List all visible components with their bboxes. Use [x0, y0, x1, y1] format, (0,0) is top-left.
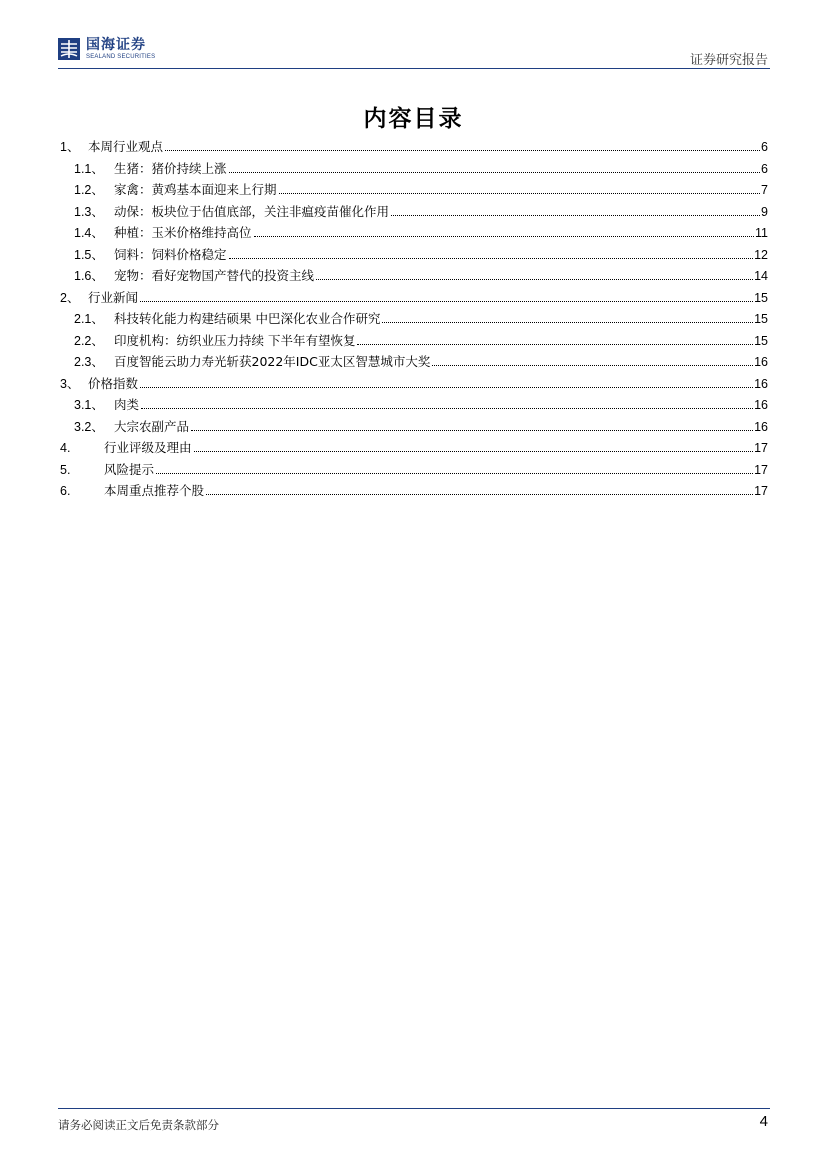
toc-entry-page: 15: [754, 333, 768, 348]
toc-entry[interactable]: [60, 395, 768, 417]
toc-entry-title: 种植：玉米价格维持高位: [114, 225, 252, 240]
toc-entry-title: 本周重点推荐个股: [104, 483, 205, 498]
toc-entry[interactable]: [60, 438, 768, 460]
toc-dot-leader: [357, 344, 753, 345]
toc-entry-page: 16: [754, 376, 768, 391]
toc-entry-number: 2、: [60, 290, 80, 305]
toc-entry-title: 家禽：黄鸡基本面迎来上行期: [114, 182, 277, 197]
toc-entry-number: 4.: [60, 441, 71, 455]
toc-entry-title: 行业新闻: [88, 289, 139, 305]
toc-dot-leader: [254, 236, 755, 237]
toc-entry[interactable]: [60, 223, 768, 245]
toc-title: 内容目录: [363, 106, 464, 132]
toc-entry-page: 16: [754, 398, 768, 412]
toc-entry-number: 6.: [60, 484, 71, 498]
toc-entry[interactable]: [60, 374, 768, 396]
logo-english-name: SEALAND SECURITIES: [86, 54, 156, 60]
toc-entry-title: 肉类: [114, 397, 140, 412]
table-of-contents: [60, 137, 768, 503]
toc-entry[interactable]: [60, 481, 768, 503]
toc-dot-leader: [382, 322, 753, 323]
sealand-logo-icon: [58, 38, 80, 60]
toc-dot-leader: [229, 172, 761, 173]
toc-entry-number: 2.2、: [74, 333, 104, 348]
toc-entry-number: 1、: [60, 140, 80, 154]
toc-entry-number: 1.4、: [74, 226, 104, 240]
toc-dot-leader: [140, 387, 753, 388]
toc-dot-leader: [316, 279, 753, 280]
toc-entry-page: 17: [754, 462, 768, 477]
toc-entry[interactable]: [60, 180, 768, 202]
toc-entry-number: 1.6、: [74, 269, 104, 283]
toc-entry-title: 风险提示: [104, 461, 155, 477]
toc-entry[interactable]: [60, 460, 768, 482]
toc-dot-leader: [140, 301, 753, 302]
toc-entry-page: 17: [754, 441, 768, 455]
toc-entry[interactable]: [60, 288, 768, 310]
toc-entry-page: 6: [761, 140, 768, 154]
toc-dot-leader: [141, 408, 753, 409]
toc-dot-leader: [194, 451, 754, 452]
toc-entry-number: 1.5、: [74, 247, 104, 262]
toc-entry[interactable]: [60, 417, 768, 439]
toc-entry-page: 16: [754, 419, 768, 434]
toc-entry-title: 科技转化能力构建结硕果 中巴深化农业合作研究: [114, 311, 381, 326]
toc-entry[interactable]: [60, 352, 768, 374]
toc-entry-number: 3.1、: [74, 398, 104, 412]
toc-entry-number: 1.1、: [74, 161, 104, 176]
toc-entry-number: 2.1、: [74, 312, 104, 326]
toc-entry-title: 印度机构：纺织业压力持续 下半年有望恢复: [114, 332, 356, 348]
toc-dot-leader: [156, 473, 753, 474]
toc-entry-title: 饲料：饲料价格稳定: [114, 246, 227, 262]
report-type-label: 证券研究报告: [689, 53, 768, 68]
toc-entry-page: 12: [754, 247, 768, 262]
page-number: 4: [759, 1113, 768, 1130]
page-header: [58, 36, 770, 69]
toc-entry-page: 15: [754, 290, 768, 305]
toc-entry-page: 7: [761, 183, 768, 197]
toc-entry[interactable]: [60, 331, 768, 353]
toc-entry-title: 大宗农副产品: [114, 418, 190, 434]
toc-entry-title: 价格指数: [88, 375, 139, 391]
toc-entry-number: 3、: [60, 376, 80, 391]
toc-entry-number: 5.: [60, 462, 71, 477]
toc-entry-title: 行业评级及理由: [104, 440, 192, 455]
toc-dot-leader: [391, 215, 760, 216]
toc-entry[interactable]: [60, 202, 768, 224]
toc-entry-page: 11: [755, 226, 768, 240]
toc-entry-page: 16: [754, 355, 768, 369]
toc-entry[interactable]: [60, 159, 768, 181]
toc-entry-page: 9: [761, 204, 768, 219]
toc-dot-leader: [432, 365, 753, 366]
toc-entry-number: 2.3、: [74, 355, 104, 369]
toc-dot-leader: [165, 150, 760, 151]
toc-entry-number: 3.2、: [74, 419, 104, 434]
toc-entry[interactable]: [60, 245, 768, 267]
toc-entry-title: 生猪：猪价持续上涨: [114, 160, 227, 176]
toc-entry-number: 1.3、: [74, 204, 104, 219]
toc-entry-number: 1.2、: [74, 183, 104, 197]
toc-entry-page: 6: [761, 161, 768, 176]
disclaimer-text: 请务必阅读正文后免责条款部分: [58, 1118, 219, 1132]
toc-entry[interactable]: [60, 309, 768, 331]
toc-dot-leader: [191, 430, 753, 431]
toc-dot-leader: [206, 494, 753, 495]
toc-entry-title: 本周行业观点: [88, 139, 164, 154]
toc-dot-leader: [229, 258, 754, 259]
toc-entry-title: 百度智能云助力寿光斩获2022年IDC亚太区智慧城市大奖: [114, 354, 431, 369]
toc-entry[interactable]: [60, 266, 768, 288]
toc-entry-page: 14: [754, 269, 768, 283]
page-footer: [58, 1108, 770, 1132]
toc-entry-title: 动保：板块位于估值底部，关注非瘟疫苗催化作用: [114, 203, 390, 219]
toc-entry-title: 宠物：看好宠物国产替代的投资主线: [114, 268, 315, 283]
toc-entry[interactable]: [60, 137, 768, 159]
logo-chinese-name: 国海证券: [86, 37, 146, 53]
company-logo: [58, 38, 155, 60]
toc-entry-page: 15: [754, 312, 768, 326]
toc-entry-page: 17: [754, 484, 768, 498]
toc-dot-leader: [279, 193, 761, 194]
